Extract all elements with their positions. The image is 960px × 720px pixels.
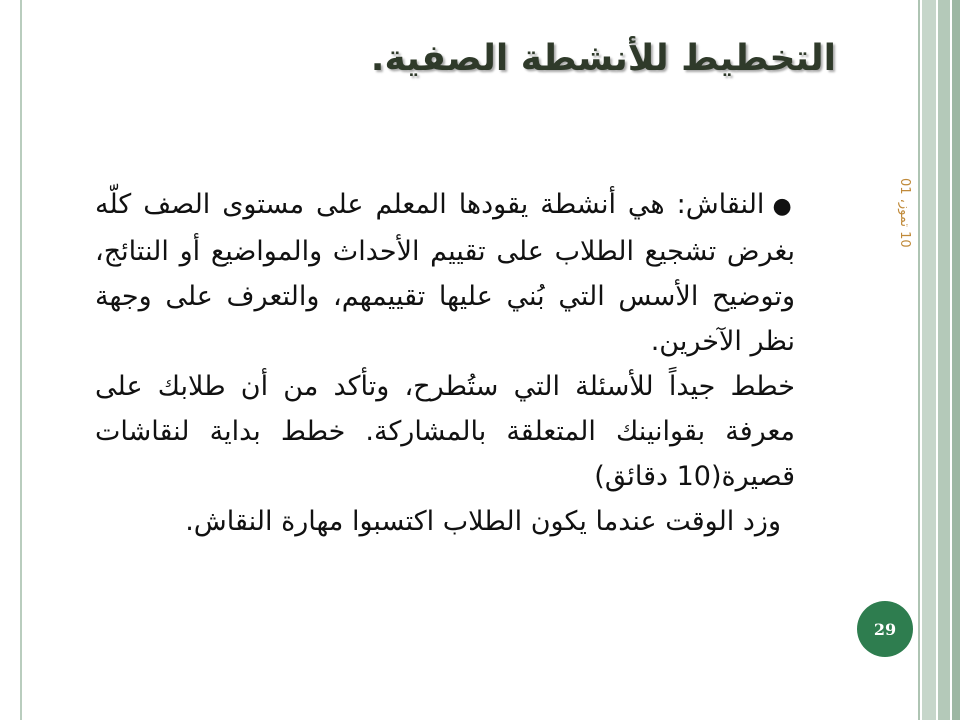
slide-body [95, 182, 795, 544]
page-number-badge: 29 [857, 601, 913, 657]
slide-date: 10 تموز، 01 [897, 178, 912, 248]
left-border-line [20, 0, 22, 720]
right-decorative-bars [918, 0, 960, 720]
paragraph-2: خطط جيداً للأسئلة التي ستُطرح، وتأكد من أن طلابك على معرفة بقوانينك المتعلقة بالمشاركة. خطط بداية لنقاشات قصيرة(10 دقائق) [95, 371, 795, 492]
bullet-icon: ● [772, 194, 795, 219]
bullet-paragraph [95, 182, 795, 364]
paragraph-3: وزد الوقت عندما يكون الطلاب اكتسبوا مهارة النقاش. [185, 506, 781, 537]
paragraph-1: النقاش: هي أنشطة يقودها المعلم على مستوى الصف كلّه بغرض تشجيع الطلاب على تقييم الأحداث والمواضيع أو النتائج، وتوضيح الأسس التي بُني عليها تقييمهم، والتعرف على وجهة نظر الآخرين. [95, 189, 795, 357]
slide-title: التخطيط للأنشطة الصفية. [370, 38, 836, 79]
